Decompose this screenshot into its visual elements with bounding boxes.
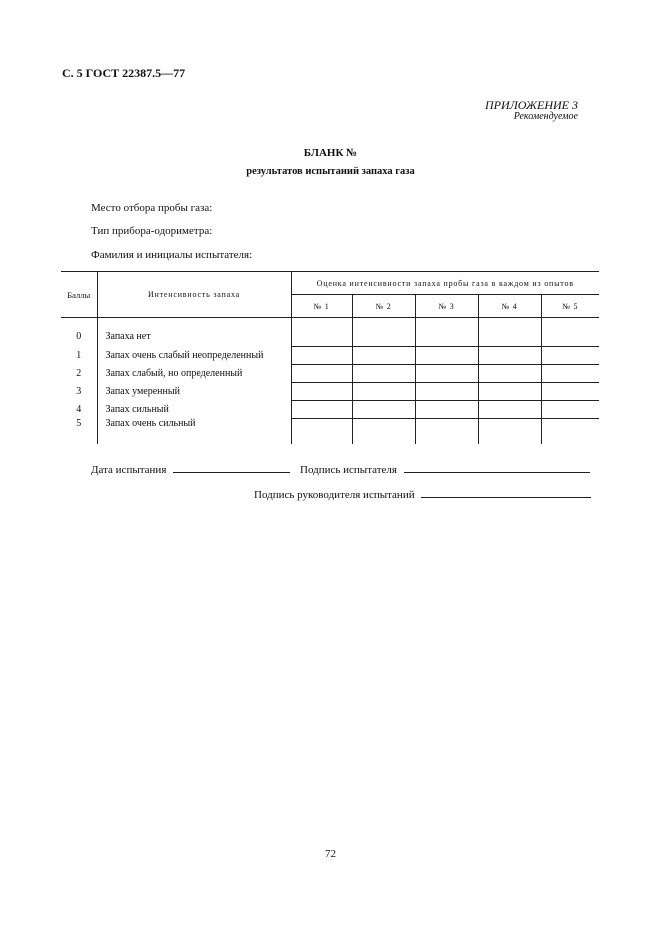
result-cell[interactable]: [541, 364, 599, 382]
form-subtitle: результатов испытаний запаха газа: [246, 166, 415, 177]
page-number: 72: [325, 848, 336, 860]
result-cell[interactable]: [291, 400, 352, 418]
trial-header: № 3: [415, 295, 478, 318]
field-tester-name: Фамилия и инициалы испытателя:: [91, 249, 253, 261]
form-title: БЛАНК №: [303, 147, 358, 159]
head-signature-label: Подпись руководителя испытаний: [254, 489, 415, 501]
result-cell[interactable]: [415, 382, 478, 400]
result-cell[interactable]: [478, 318, 541, 347]
result-cell[interactable]: [415, 400, 478, 418]
row-intensity: Запах очень слабый неопределенный: [97, 346, 291, 364]
row-intensity: Запах слабый, но определенный: [97, 364, 291, 382]
field-device-type: Тип прибора-одориметра:: [91, 225, 213, 237]
date-blank[interactable]: [173, 462, 290, 473]
col-trials-group-header: Оценка интенсивности запаха пробы газа в каждом из опытов: [291, 272, 599, 295]
result-cell[interactable]: [291, 364, 352, 382]
trial-header: № 2: [352, 295, 415, 318]
result-cell[interactable]: [478, 364, 541, 382]
appendix-title: ПРИЛОЖЕНИЕ 3: [485, 98, 578, 112]
result-cell[interactable]: [291, 318, 352, 347]
date-label: Дата испытания: [91, 464, 167, 476]
results-table: [61, 271, 599, 444]
result-cell[interactable]: [352, 318, 415, 347]
result-cell[interactable]: [478, 346, 541, 364]
result-cell[interactable]: [291, 346, 352, 364]
row-score: 5: [76, 418, 82, 429]
result-cell[interactable]: [352, 400, 415, 418]
result-cell[interactable]: [415, 418, 478, 444]
trial-header: № 5: [541, 295, 599, 318]
row-score: 4: [76, 403, 82, 415]
trial-header: № 4: [478, 295, 541, 318]
tester-signature-blank[interactable]: [404, 462, 590, 473]
date-field: [91, 462, 290, 476]
result-cell[interactable]: [415, 364, 478, 382]
table-row: [61, 418, 599, 444]
tester-signature-label: Подпись испытателя: [300, 464, 397, 476]
field-sampling-place: Место отбора пробы газа:: [91, 202, 213, 214]
head-signature-field: [254, 487, 591, 501]
tester-signature-field: [300, 462, 590, 476]
result-cell[interactable]: [415, 346, 478, 364]
result-cell[interactable]: [541, 318, 599, 347]
result-cell[interactable]: [352, 346, 415, 364]
row-score: 2: [76, 367, 82, 379]
result-cell[interactable]: [541, 400, 599, 418]
table-row: [61, 346, 599, 364]
table-row: [61, 318, 599, 347]
trial-header: № 1: [291, 295, 352, 318]
result-cell[interactable]: [541, 346, 599, 364]
appendix-note: Рекомендуемое: [513, 111, 578, 122]
result-cell[interactable]: [352, 418, 415, 444]
col-intensity-header: Интенсивность запаха: [97, 272, 291, 318]
table-row: [61, 382, 599, 400]
result-cell[interactable]: [415, 318, 478, 347]
result-cell[interactable]: [541, 418, 599, 444]
row-score: 1: [76, 349, 82, 361]
row-score: 3: [76, 385, 82, 397]
result-cell[interactable]: [478, 382, 541, 400]
page-header: С. 5 ГОСТ 22387.5—77: [62, 66, 186, 80]
table-row: [61, 364, 599, 382]
result-cell[interactable]: [352, 382, 415, 400]
result-cell[interactable]: [541, 382, 599, 400]
result-cell[interactable]: [478, 418, 541, 444]
result-cell[interactable]: [478, 400, 541, 418]
row-intensity: Запах очень сильный: [97, 418, 291, 444]
row-intensity: Запах умеренный: [97, 382, 291, 400]
row-intensity: Запаха нет: [97, 318, 291, 347]
result-cell[interactable]: [352, 364, 415, 382]
row-intensity: Запах сильный: [97, 400, 291, 418]
col-score-header: Баллы: [61, 272, 97, 318]
row-score: 0: [76, 331, 82, 342]
result-cell[interactable]: [291, 418, 352, 444]
table-row: [61, 400, 599, 418]
head-signature-blank[interactable]: [421, 487, 591, 498]
result-cell[interactable]: [291, 382, 352, 400]
